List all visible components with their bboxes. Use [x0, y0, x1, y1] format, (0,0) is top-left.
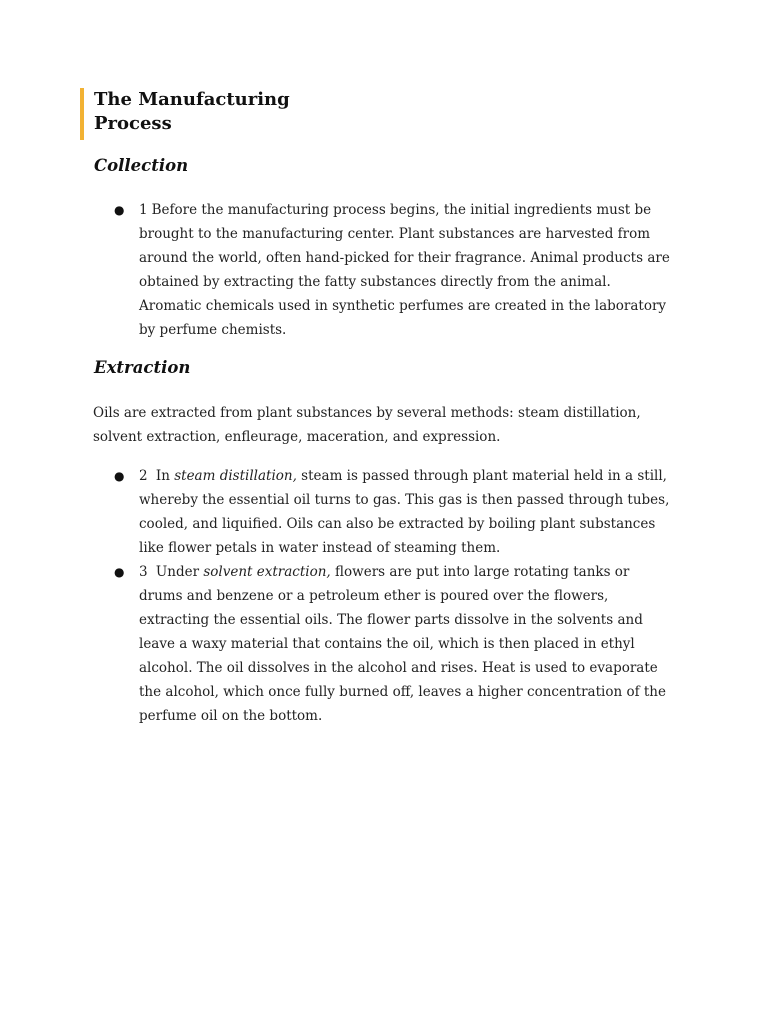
item-number: 2	[139, 468, 148, 484]
item-number: 3	[139, 564, 148, 580]
item-text: steam is passed through plant material held in a still, whereby the essential oil turns to gas. This gas is then passed through tubes, cooled, and liquified. Oils can also be extracted by boiling plant substances like flower petals in water instead of steaming them.	[139, 468, 670, 556]
page-title-line-1: The Manufacturing	[94, 89, 290, 110]
extraction-heading: Extraction	[94, 358, 191, 377]
bullet-icon: ●	[114, 565, 125, 579]
item-lead: In	[155, 468, 170, 484]
bullet-icon: ●	[114, 469, 125, 483]
extraction-list	[112, 464, 672, 728]
list-item	[112, 560, 672, 728]
item-text: flowers are put into large rotating tanks or drums and benzene or a petroleum ether is poured over the flowers, extracting the essential oils. The flower parts dissolve in the solvents and leave a waxy material that contains the oil, which is then placed in ethyl alcohol. The oil dissolves in the alcohol and rises. Heat is used to evaporate the alcohol, which once fully burned off, leaves a higher concentration of the perfume oil on the bottom.	[139, 564, 666, 724]
collection-list	[112, 198, 672, 342]
page-title-line-2: Process	[94, 113, 172, 134]
extraction-intro: Oils are extracted from plant substances by several methods: steam distillation, solvent extraction, enfleurage, maceration, and expression.	[93, 405, 641, 445]
bullet-icon: ●	[114, 203, 125, 217]
collection-heading: Collection	[94, 156, 189, 175]
list-item	[112, 464, 672, 560]
list-item	[112, 198, 672, 342]
item-lead: Under	[155, 564, 200, 580]
page-title	[80, 88, 354, 140]
item-text: Before the manufacturing process begins, the initial ingredients must be brought to the manufacturing center. Plant substances are harvested from around the world, often hand-picked for their fragrance. Animal products are obtained by extracting the fatty substances directly from the animal. Aromatic chemicals used in synthetic perfumes are created in the laboratory by perfume chemists.	[139, 202, 670, 338]
item-number: 1	[139, 202, 148, 218]
item-term: steam distillation,	[174, 468, 297, 484]
item-term: solvent extraction,	[203, 564, 331, 580]
